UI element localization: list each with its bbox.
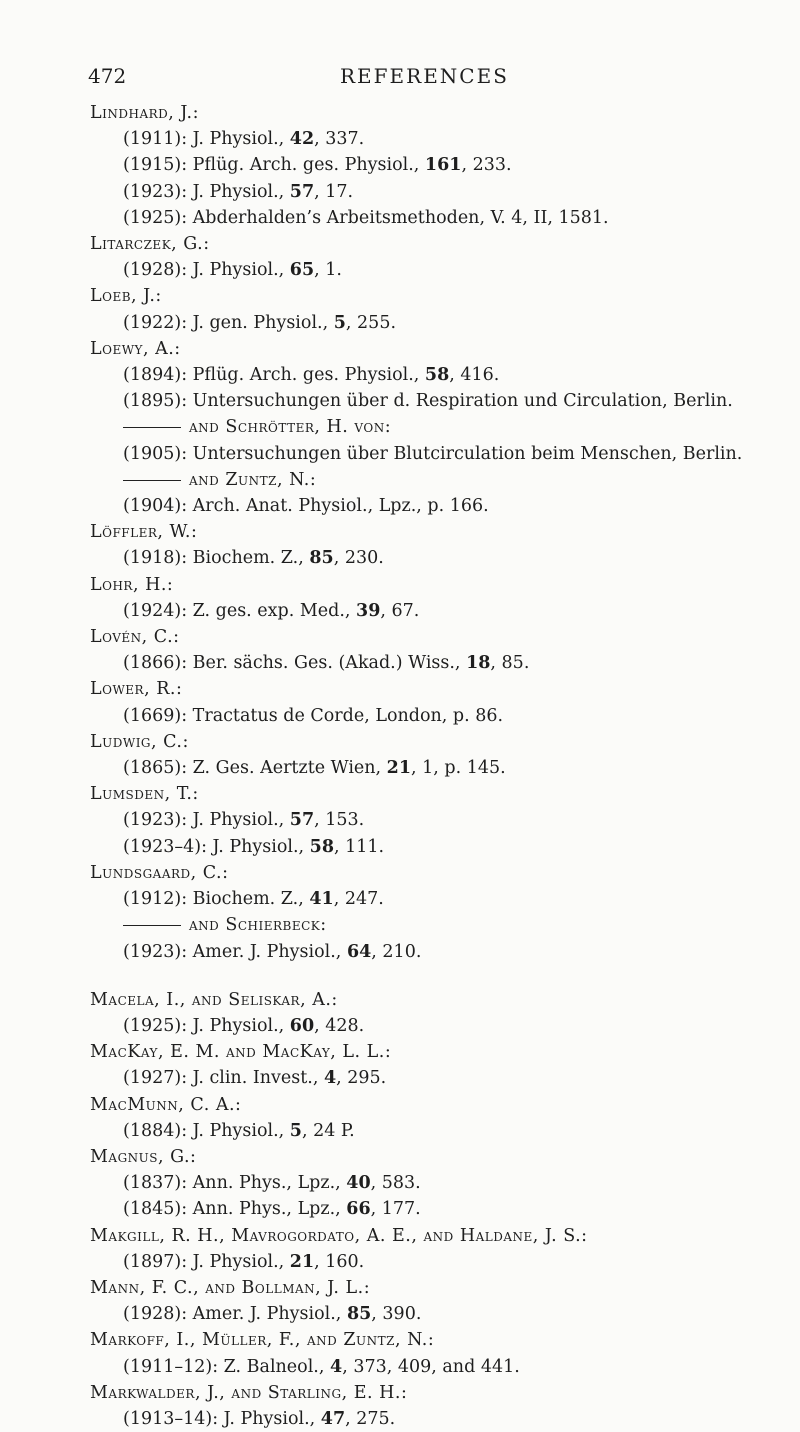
citation-post: , 275. (345, 1408, 396, 1429)
running-title: REFERENCES (340, 64, 509, 88)
reference-citation (90, 388, 780, 414)
citation-vol: 65 (289, 260, 315, 281)
citation-pre: J. gen. Physiol., (187, 312, 334, 333)
coauthor-name: and Schrötter, H. von: (189, 417, 392, 438)
ditto-dash (123, 427, 181, 428)
reference-citation (90, 703, 780, 729)
citation-post: , 1, p. 145. (411, 758, 506, 779)
citation-vol: 21 (386, 758, 412, 779)
citation-vol: 18 (466, 653, 491, 674)
reference-author: Litarczek, G.: (90, 234, 210, 255)
reference-author: Lovén, C.: (90, 627, 180, 648)
citation-pre: Ann. Phys., Lpz., (187, 1199, 347, 1220)
citation-pre: J. Physiol., (187, 810, 290, 831)
reference-group-m (90, 987, 780, 1432)
reference-coauthor (90, 912, 780, 938)
citation-year: (1912): (123, 889, 188, 910)
citation-year: (1837): (123, 1173, 188, 1194)
reference-citation (90, 205, 780, 231)
citation-pre: Ber. sächs. Ges. (Akad.) Wiss., (187, 653, 467, 674)
reference-citation (90, 1249, 780, 1275)
citation-vol: 85 (346, 1304, 372, 1325)
citation-vol: 161 (424, 155, 462, 176)
citation-post: , 160. (314, 1251, 365, 1272)
citation-pre: Tractatus de Corde, London, p. 86. (187, 705, 504, 726)
reference-citation (90, 441, 780, 467)
citation-post: , 24 P. (301, 1120, 355, 1141)
citation-year: (1927): (123, 1068, 188, 1089)
citation-year: (1911–12): (123, 1356, 219, 1377)
citation-pre: J. Physiol., (218, 1408, 321, 1429)
citation-pre: Biochem. Z., (187, 548, 310, 569)
reference-citation (90, 1118, 780, 1144)
citation-year: (1928): (123, 1304, 188, 1325)
reference-coauthor (90, 414, 780, 440)
citation-year: (1895): (123, 391, 188, 412)
reference-author: Lundsgaard, C.: (90, 862, 229, 883)
citation-post: , 295. (336, 1068, 387, 1089)
reference-author: Markwalder, J., and Starling, E. H.: (90, 1382, 408, 1403)
reference-author: Lindhard, J.: (90, 103, 200, 123)
reference-author: Lohr, H.: (90, 574, 174, 595)
citation-year: (1923): (123, 810, 188, 831)
citation-year: (1928): (123, 260, 188, 281)
section-gap (90, 965, 780, 987)
citation-post: , 17. (314, 181, 354, 202)
citation-year: (1923): (123, 181, 188, 202)
citation-pre: J. clin. Invest., (187, 1068, 324, 1089)
citation-post: , 416. (449, 365, 500, 386)
reference-citation (90, 1406, 780, 1432)
citation-pre: Z. Ges. Aertzte Wien, (187, 758, 387, 779)
citation-vol: 58 (424, 365, 450, 386)
reference-author: Lower, R.: (90, 679, 183, 700)
citation-year: (1915): (123, 155, 188, 176)
citation-pre: Amer. J. Physiol., (187, 1304, 347, 1325)
citation-pre: J. Physiol., (187, 129, 290, 150)
citation-post: , 210. (371, 941, 422, 962)
citation-pre: J. Physiol., (187, 1015, 290, 1036)
citation-vol: 66 (346, 1199, 371, 1220)
citation-post: , 583. (370, 1173, 421, 1194)
reference-list (90, 100, 780, 1432)
reference-author: MacKay, E. M. and MacKay, L. L.: (90, 1042, 392, 1063)
citation-pre: Biochem. Z., (187, 889, 310, 910)
citation-post: , 233. (461, 155, 512, 176)
citation-vol: 4 (323, 1068, 337, 1089)
citation-post: , 85. (490, 653, 530, 674)
citation-post: , 230. (333, 548, 384, 569)
reference-citation (90, 598, 780, 624)
reference-citation (90, 1013, 780, 1039)
reference-author: Loeb, J.: (90, 286, 162, 307)
citation-post: , 247. (333, 889, 384, 910)
citation-year: (1924): (123, 600, 188, 621)
citation-vol: 21 (289, 1251, 315, 1272)
reference-citation (90, 545, 780, 571)
reference-citation (90, 1196, 780, 1222)
citation-pre: Z. ges. exp. Med., (187, 600, 357, 621)
citation-year: (1845): (123, 1199, 188, 1220)
reference-citation (90, 1065, 780, 1091)
ditto-dash (123, 925, 181, 926)
citation-vol: 42 (289, 129, 315, 150)
citation-pre: Abderhalden’s Arbeitsmethoden, V. 4, II, 1581. (187, 207, 609, 228)
reference-coauthor (90, 467, 780, 493)
reference-citation (90, 362, 780, 388)
reference-author: MacMunn, C. A.: (90, 1094, 242, 1115)
page-number: 472 (88, 64, 127, 88)
reference-citation (90, 834, 780, 860)
citation-pre: J. Physiol., (187, 181, 290, 202)
citation-year: (1866): (123, 653, 188, 674)
citation-vol: 41 (309, 889, 334, 910)
citation-year: (1897): (123, 1251, 188, 1272)
reference-citation (90, 493, 780, 519)
citation-pre: Amer. J. Physiol., (187, 941, 347, 962)
citation-year: (1894): (123, 365, 188, 386)
reference-author: Ludwig, C.: (90, 731, 189, 752)
citation-pre: Ann. Phys., Lpz., (187, 1173, 347, 1194)
citation-year: (1922): (123, 312, 188, 333)
citation-post: , 337. (314, 129, 365, 150)
citation-pre: J. Physiol., (187, 1120, 290, 1141)
reference-citation (90, 152, 780, 178)
citation-year: (1865): (123, 758, 188, 779)
citation-post: , 177. (370, 1199, 421, 1220)
citation-year: (1904): (123, 496, 188, 517)
citation-pre: Pflüg. Arch. ges. Physiol., (187, 155, 425, 176)
citation-year: (1669): (123, 705, 188, 726)
citation-pre: Untersuchungen über Blutcirculation beim Menschen, Berlin. (187, 443, 743, 464)
reference-group-l (90, 100, 780, 965)
citation-pre: Z. Balneol., (218, 1356, 330, 1377)
citation-vol: 57 (289, 181, 315, 202)
page-header (0, 64, 800, 88)
reference-author: Macela, I., and Seliskar, A.: (90, 989, 338, 1010)
citation-vol: 58 (309, 836, 335, 857)
citation-vol: 64 (346, 941, 372, 962)
citation-vol: 60 (289, 1015, 315, 1036)
reference-author: Makgill, R. H., Mavrogordato, A. E., and Haldane, J. S.: (90, 1225, 588, 1246)
citation-year: (1923–4): (123, 836, 207, 857)
citation-year: (1884): (123, 1120, 188, 1141)
citation-vol: 39 (356, 600, 381, 621)
reference-author: Loewy, A.: (90, 338, 181, 359)
citation-post: , 1. (314, 260, 342, 281)
citation-year: (1925): (123, 1015, 188, 1036)
citation-pre: Pflüg. Arch. ges. Physiol., (187, 365, 425, 386)
citation-year: (1923): (123, 941, 188, 962)
citation-pre: J. Physiol., (187, 260, 290, 281)
citation-vol: 57 (289, 810, 315, 831)
reference-author: Mann, F. C., and Bollman, J. L.: (90, 1277, 371, 1298)
reference-citation (90, 257, 780, 283)
citation-vol: 40 (346, 1173, 371, 1194)
citation-post: , 428. (314, 1015, 365, 1036)
reference-author: Markoff, I., Müller, F., and Zuntz, N.: (90, 1330, 435, 1351)
reference-citation (90, 650, 780, 676)
reference-citation (90, 126, 780, 152)
citation-pre: Untersuchungen über d. Respiration und Circulation, Berlin. (187, 391, 733, 412)
citation-pre: Arch. Anat. Physiol., Lpz., p. 166. (187, 496, 489, 517)
citation-vol: 85 (309, 548, 334, 569)
reference-author: Löffler, W.: (90, 522, 198, 543)
citation-post: , 111. (334, 836, 385, 857)
reference-author: Magnus, G.: (90, 1146, 197, 1167)
citation-post: , 373, 409, and 441. (342, 1356, 520, 1377)
citation-post: , 390. (371, 1304, 422, 1325)
reference-author: Lumsden, T.: (90, 784, 199, 805)
citation-year: (1925): (123, 207, 188, 228)
reference-citation (90, 939, 780, 965)
citation-pre: J. Physiol., (206, 836, 310, 857)
citation-vol: 4 (330, 1356, 343, 1377)
citation-year: (1905): (123, 443, 188, 464)
citation-vol: 5 (333, 312, 346, 333)
reference-citation (90, 886, 780, 912)
coauthor-name: and Zuntz, N.: (189, 469, 317, 490)
reference-citation (90, 1354, 780, 1380)
citation-pre: J. Physiol., (187, 1251, 290, 1272)
coauthor-name: and Schierbeck: (189, 915, 327, 936)
citation-year: (1913–14): (123, 1408, 219, 1429)
citation-year: (1918): (123, 548, 188, 569)
citation-post: , 67. (380, 600, 420, 621)
reference-citation (90, 807, 780, 833)
reference-citation (90, 179, 780, 205)
reference-citation (90, 1170, 780, 1196)
reference-citation (90, 755, 780, 781)
citation-year: (1911): (123, 129, 188, 150)
citation-post: , 255. (345, 312, 397, 333)
ditto-dash (123, 480, 181, 481)
reference-citation (90, 1301, 780, 1327)
citation-vol: 47 (320, 1408, 346, 1429)
reference-citation (90, 310, 780, 336)
citation-post: , 153. (314, 810, 365, 831)
citation-vol: 5 (289, 1120, 302, 1141)
